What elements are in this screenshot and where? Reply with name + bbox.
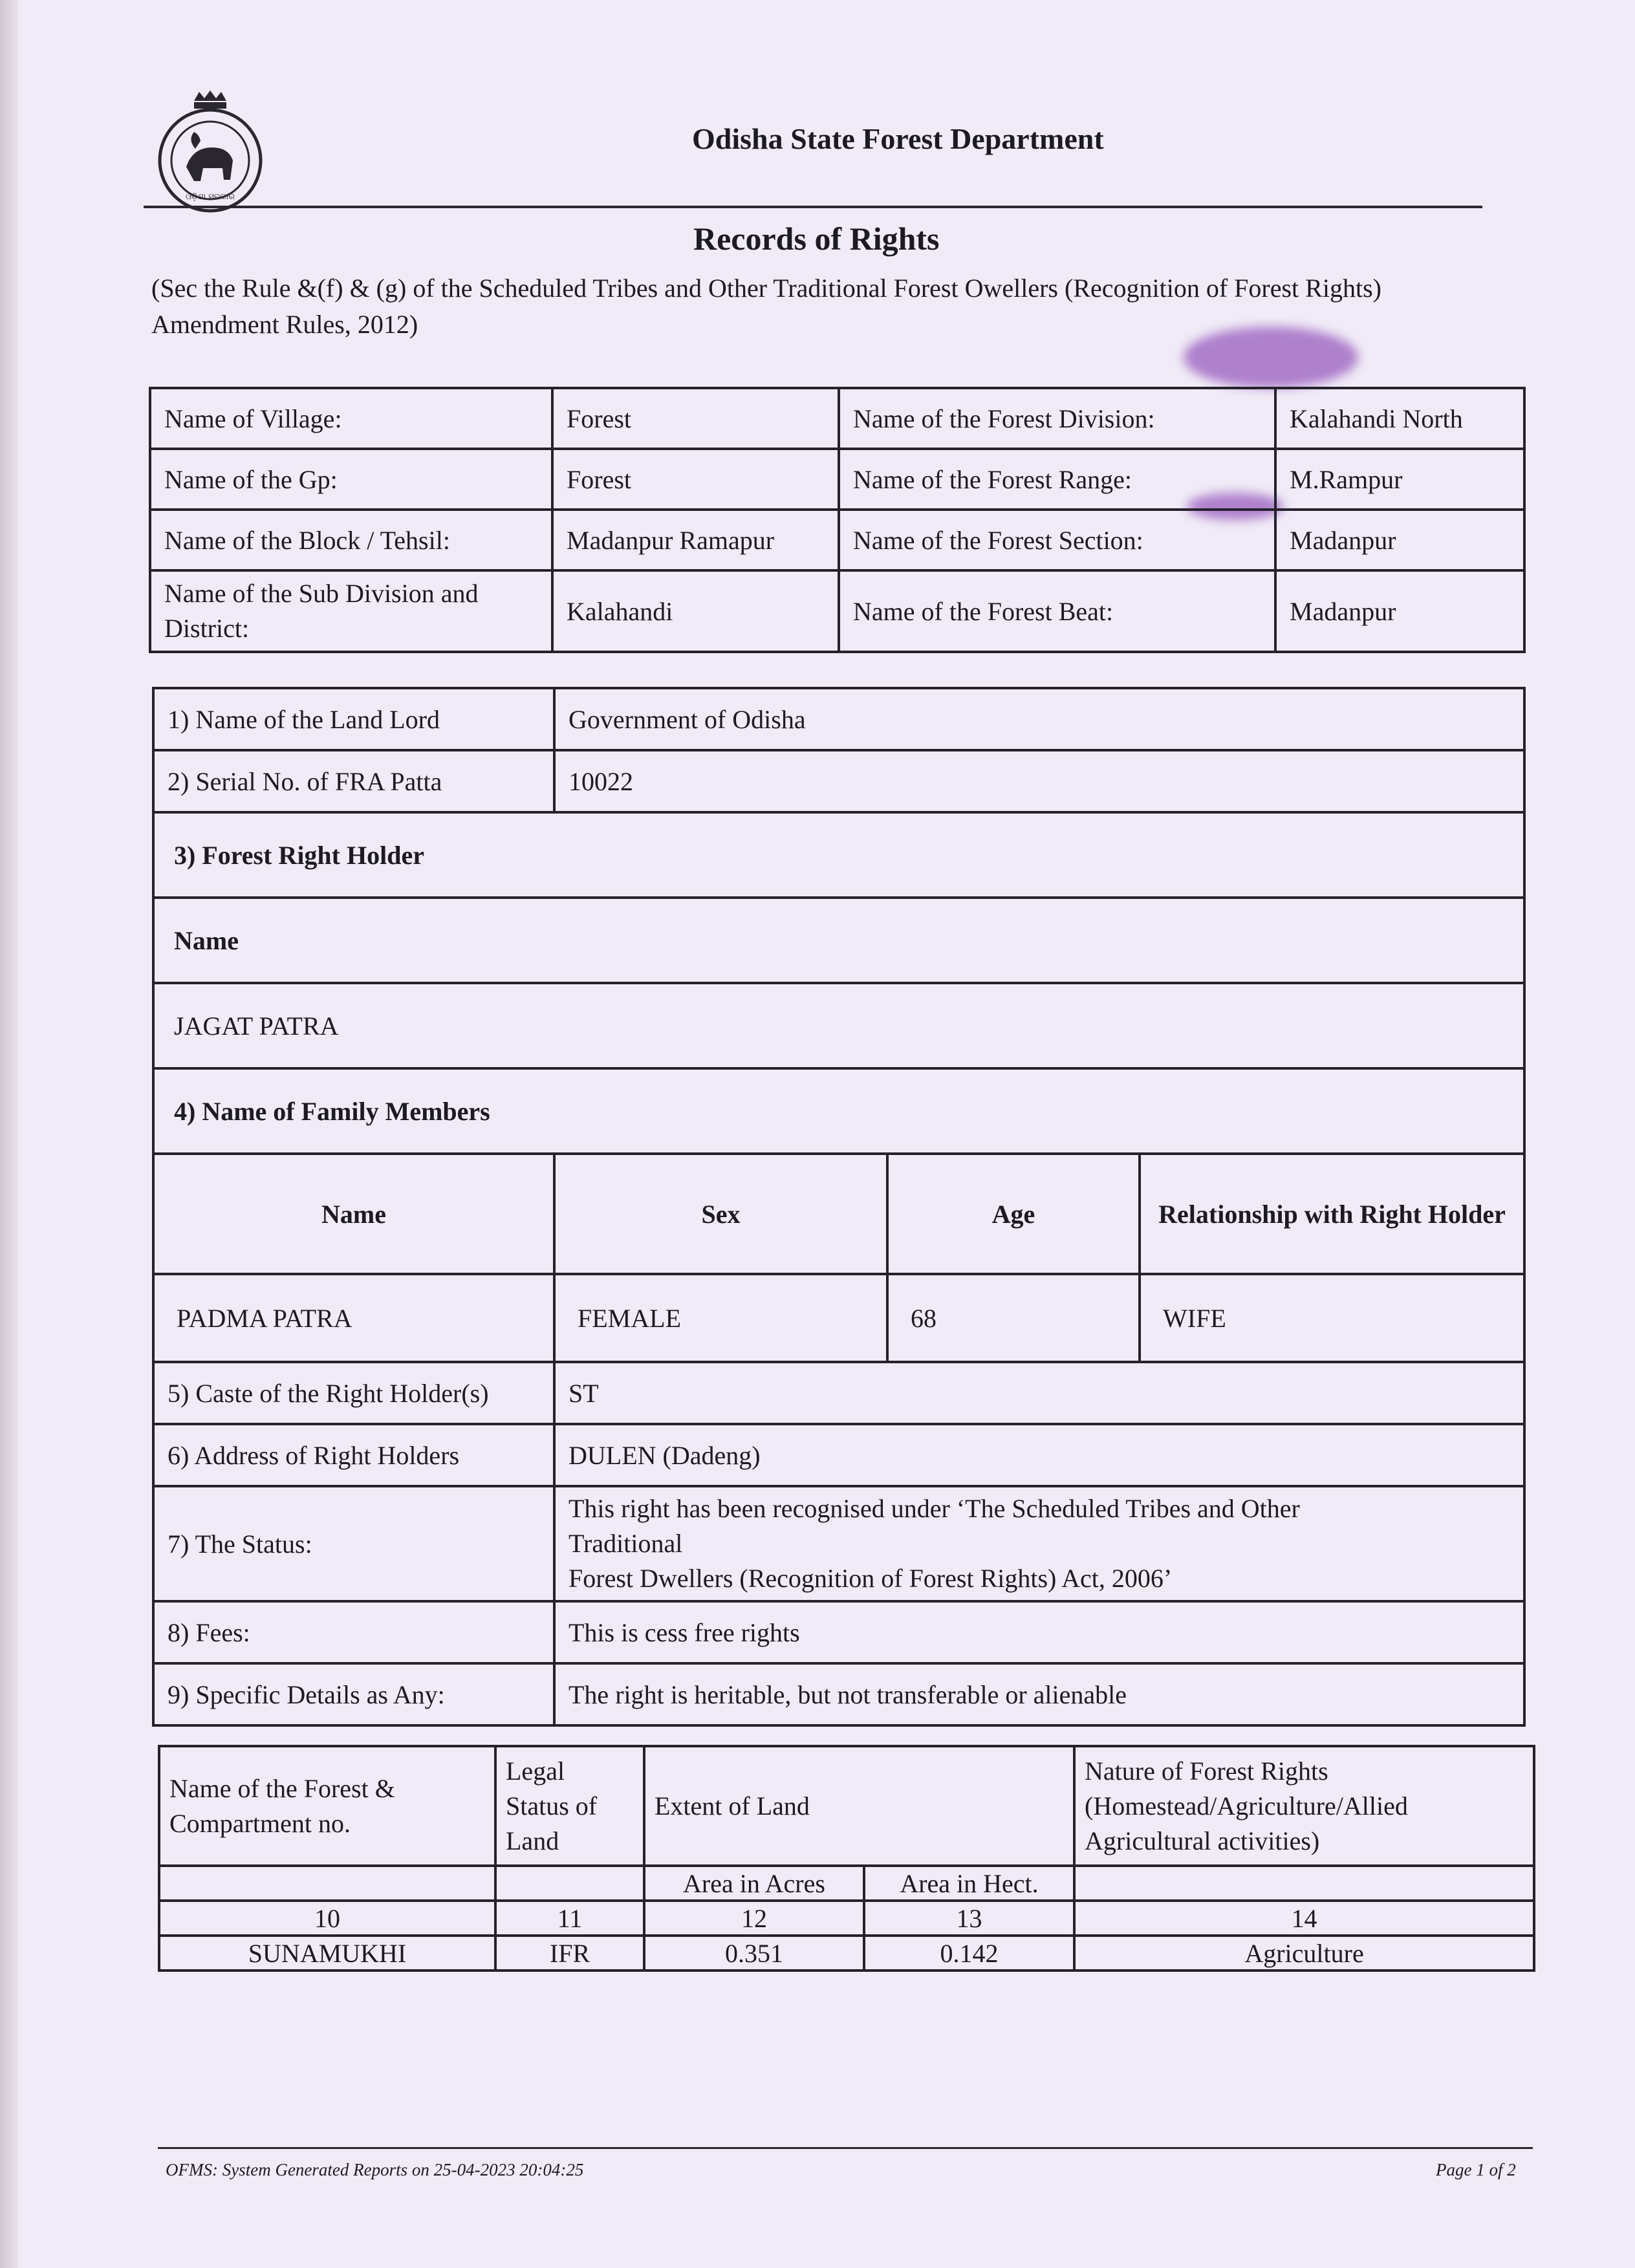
area-acres-value: 0.351 — [644, 1936, 864, 1971]
division-label: Name of the Forest Division: — [839, 388, 1275, 449]
ink-stamp-smudge — [1184, 327, 1358, 388]
section-value: Madanpur — [1275, 510, 1524, 570]
col-nature-of-rights: Nature of Forest Rights (Homestead/Agriculture/Allied Agricultural activities) — [1074, 1746, 1534, 1866]
status-line: Traditional — [568, 1529, 683, 1558]
member-age: 68 — [887, 1274, 1140, 1362]
rule-reference: (Sec the Rule &(f) & (g) of the Scheduled Tribes and Other Traditional Forest Owellers (Recognition of Forest Rights) Amendment Rules, 2012) — [151, 274, 1381, 339]
col-number: 13 — [864, 1901, 1074, 1936]
location-table — [149, 387, 1526, 653]
fees-value: This is cess free rights — [554, 1601, 1524, 1663]
holder-heading: 3) Forest Right Holder — [153, 812, 1524, 898]
table-row — [153, 750, 1524, 812]
land-details-table — [158, 1745, 1535, 1972]
footer-divider — [158, 2147, 1533, 2149]
status-value — [554, 1486, 1524, 1601]
section-label: Name of the Forest Section: — [839, 510, 1275, 570]
block-label: Name of the Block / Tehsil: — [150, 510, 552, 570]
col-number: 12 — [644, 1901, 864, 1936]
landlord-value: Government of Odisha — [554, 688, 1524, 750]
rights-record-table — [152, 687, 1526, 1727]
table-row — [159, 1901, 1534, 1936]
table-row — [159, 1746, 1534, 1866]
table-row — [153, 1424, 1524, 1486]
member-name: PADMA PATRA — [153, 1274, 554, 1362]
range-label: Name of the Forest Range: — [839, 449, 1275, 510]
col-extent-of-land: Extent of Land — [644, 1746, 1074, 1866]
status-line: Forest Dwellers (Recognition of Forest Rights) Act, 2006’ — [568, 1564, 1173, 1593]
beat-label: Name of the Forest Beat: — [839, 570, 1275, 652]
beat-value: Madanpur — [1275, 570, 1524, 652]
page-title: Records of Rights — [693, 221, 940, 257]
table-row — [153, 1362, 1524, 1424]
table-row — [153, 1486, 1524, 1601]
emblem-text: ଓଡ଼ିଶା ସରକାର — [185, 192, 235, 202]
forest-name-value: SUNAMUKHI — [159, 1936, 495, 1971]
col-legal-status: Legal Status of Land — [495, 1746, 644, 1866]
table-row — [153, 898, 1524, 983]
table-row — [153, 983, 1524, 1068]
patta-label: 2) Serial No. of FRA Patta — [153, 750, 554, 812]
empty-cell — [1074, 1866, 1534, 1901]
table-row — [153, 812, 1524, 898]
col-number: 14 — [1074, 1901, 1534, 1936]
table-row — [153, 1068, 1524, 1154]
odisha-government-emblem-icon — [155, 89, 265, 219]
table-row — [153, 1601, 1524, 1663]
department-title: Odisha State Forest Department — [692, 122, 1104, 155]
name-heading: Name — [153, 898, 1524, 983]
empty-cell — [495, 1866, 644, 1901]
table-row — [159, 1936, 1534, 1971]
family-heading: 4) Name of Family Members — [153, 1068, 1524, 1154]
caste-label: 5) Caste of the Right Holder(s) — [153, 1362, 554, 1424]
member-sex: FEMALE — [554, 1274, 887, 1362]
status-label: 7) The Status: — [153, 1486, 554, 1601]
gp-value: Forest — [552, 449, 839, 510]
table-row — [150, 388, 1524, 449]
generated-timestamp: OFMS: System Generated Reports on 25-04-2023 20:04:25 — [166, 2160, 584, 2179]
col-forest-compartment: Name of the Forest & Compartment no. — [159, 1746, 495, 1866]
page-number: Page 1 of 2 — [1436, 2160, 1516, 2179]
table-row — [153, 1274, 1524, 1362]
fees-label: 8) Fees: — [153, 1601, 554, 1663]
col-number: 11 — [495, 1901, 644, 1936]
col-number: 10 — [159, 1901, 495, 1936]
header-divider — [144, 206, 1482, 208]
range-value: M.Rampur — [1275, 449, 1524, 510]
family-header-row — [153, 1154, 1524, 1274]
subdivision-value: Kalahandi — [552, 570, 839, 652]
division-value: Kalahandi North — [1275, 388, 1524, 449]
table-row — [150, 449, 1524, 510]
member-relationship: WIFE — [1140, 1274, 1524, 1362]
table-row — [153, 1663, 1524, 1725]
family-col-name: Name — [153, 1154, 554, 1274]
village-label: Name of Village: — [150, 388, 552, 449]
caste-value: ST — [554, 1362, 1524, 1424]
nature-value: Agriculture — [1074, 1936, 1534, 1971]
paper-edge — [0, 0, 18, 2268]
table-row — [153, 688, 1524, 750]
gp-label: Name of the Gp: — [150, 449, 552, 510]
village-value: Forest — [552, 388, 839, 449]
empty-cell — [159, 1866, 495, 1901]
details-value: The right is heritable, but not transferable or alienable — [554, 1663, 1524, 1725]
holder-name: JAGAT PATRA — [153, 983, 1524, 1068]
details-label: 9) Specific Details as Any: — [153, 1663, 554, 1725]
subdivision-label: Name of the Sub Division and District: — [150, 570, 552, 652]
table-row — [159, 1866, 1534, 1901]
landlord-label: 1) Name of the Land Lord — [153, 688, 554, 750]
area-hect-value: 0.142 — [864, 1936, 1074, 1971]
family-col-sex: Sex — [554, 1154, 887, 1274]
table-row — [150, 570, 1524, 652]
patta-value: 10022 — [554, 750, 1524, 812]
sub-area-acres: Area in Acres — [644, 1866, 864, 1901]
block-value: Madanpur Ramapur — [552, 510, 839, 570]
address-label: 6) Address of Right Holders — [153, 1424, 554, 1486]
family-col-relationship: Relationship with Right Holder — [1140, 1154, 1524, 1274]
table-row — [150, 510, 1524, 570]
status-line: This right has been recognised under ‘The Scheduled Tribes and Other — [568, 1494, 1300, 1523]
sub-area-hect: Area in Hect. — [864, 1866, 1074, 1901]
address-value: DULEN (Dadeng) — [554, 1424, 1524, 1486]
family-col-age: Age — [887, 1154, 1140, 1274]
legal-status-value: IFR — [495, 1936, 644, 1971]
